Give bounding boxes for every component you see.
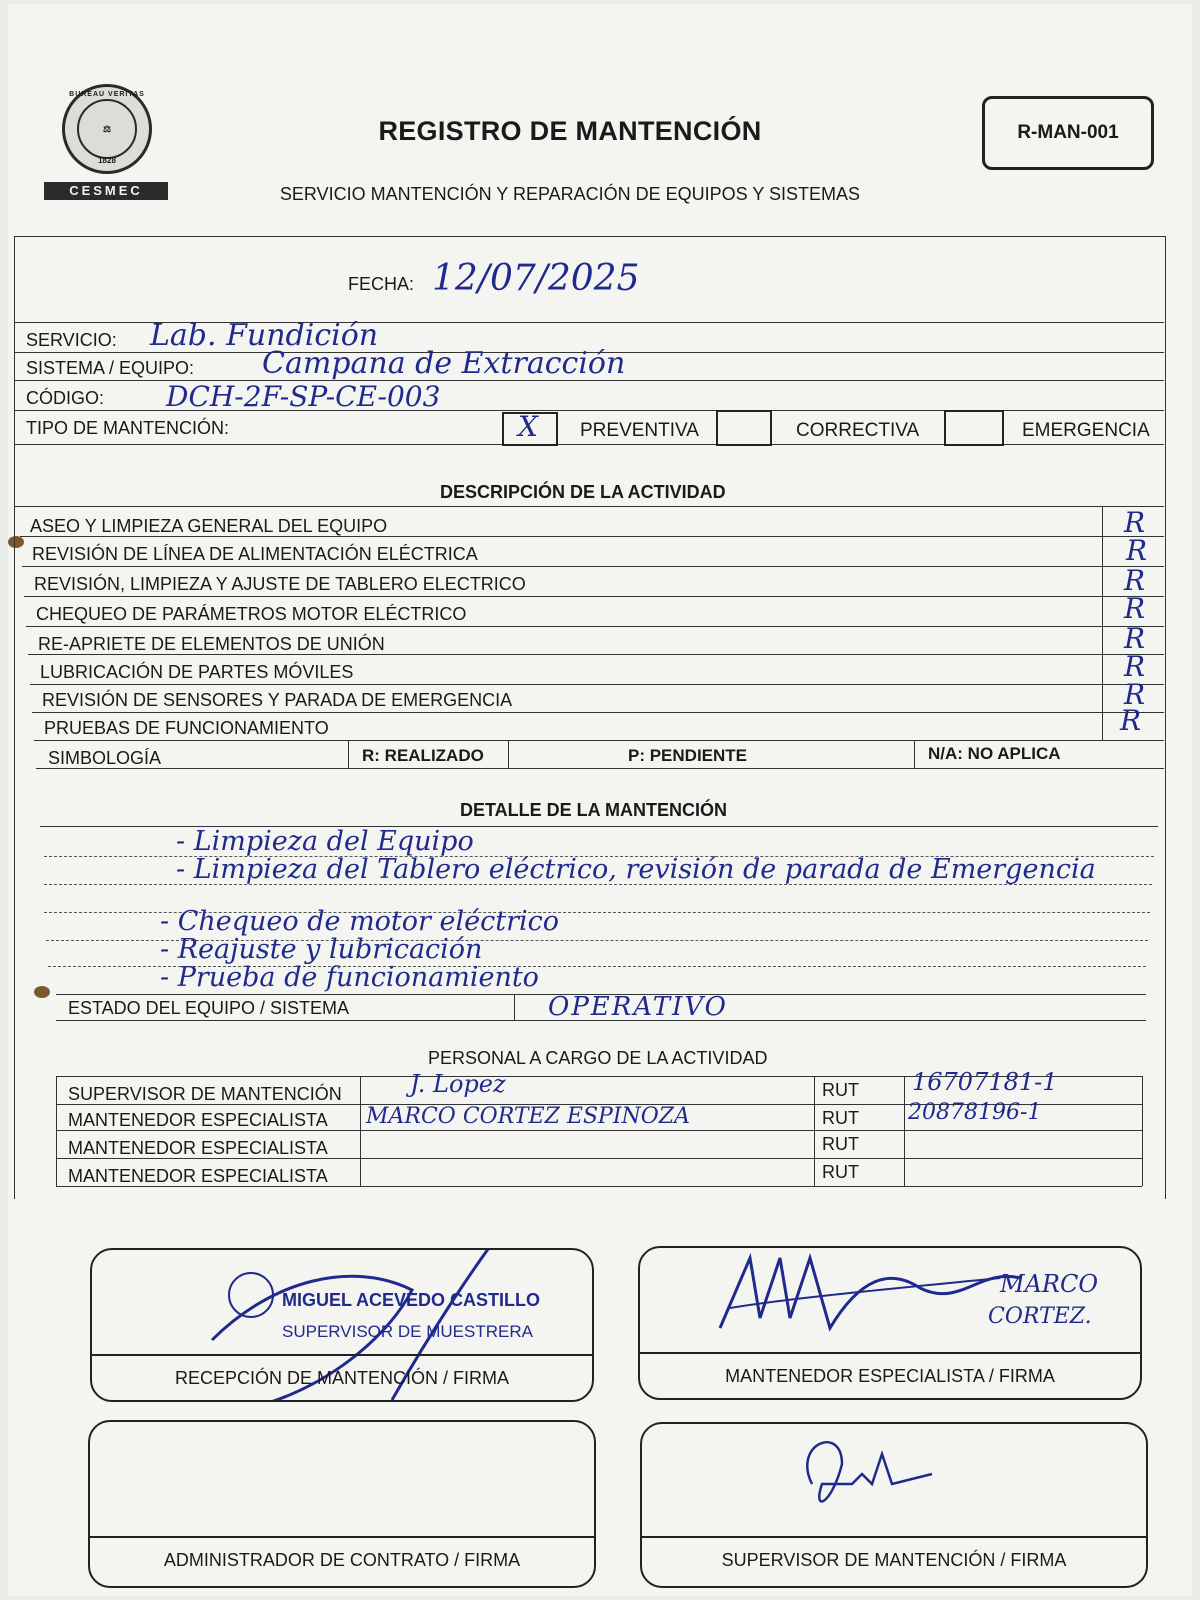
col-divider xyxy=(514,994,515,1020)
tipo-emergencia-label: EMERGENCIA xyxy=(1022,420,1150,441)
actividad-item-status[interactable]: R xyxy=(1120,704,1142,737)
actividad-item-label: ASEO Y LIMPIEZA GENERAL DEL EQUIPO xyxy=(30,516,388,536)
servicio-label: SERVICIO: xyxy=(26,330,117,350)
actividad-item-label: PRUEBAS DE FUNCIONAMIENTO xyxy=(44,718,329,738)
detalle-line[interactable]: - Limpieza del Equipo xyxy=(176,826,474,857)
tipo-correctiva-label: CORRECTIVA xyxy=(796,420,920,441)
supervisor-caption: SUPERVISOR DE MANTENCIÓN / FIRMA xyxy=(721,1550,1067,1570)
actividad-item-label: RE-APRIETE DE ELEMENTOS DE UNIÓN xyxy=(38,634,385,654)
row-divider xyxy=(22,566,1164,567)
rut-label: RUT xyxy=(822,1080,859,1100)
row-divider xyxy=(56,1020,1146,1021)
emergencia-checkbox[interactable] xyxy=(944,410,1004,446)
actividad-item-status[interactable]: R xyxy=(1124,592,1146,625)
logo-year: 1828 xyxy=(98,156,116,165)
col-divider xyxy=(914,740,915,768)
mantenedor-signature xyxy=(640,1248,1140,1352)
fecha-value[interactable]: 12/07/2025 xyxy=(432,258,640,299)
servicio-value[interactable]: Lab. Fundición xyxy=(150,318,379,353)
actividad-item-status[interactable]: R xyxy=(1124,678,1146,711)
mantenedor-sig-text: MARCO xyxy=(1000,1270,1099,1298)
sistema-label: SISTEMA / EQUIPO: xyxy=(26,358,195,378)
detalle-line[interactable]: - Reajuste y lubricación xyxy=(160,934,483,965)
stamp-role: SUPERVISOR DE MUESTRERA xyxy=(282,1322,533,1341)
card-divider xyxy=(642,1536,1146,1538)
row-divider xyxy=(20,536,1164,537)
logo-bar: CESMEC xyxy=(44,182,168,200)
col-divider xyxy=(1142,1076,1143,1186)
preventiva-checkbox[interactable] xyxy=(502,412,558,446)
fecha-label: FECHA: xyxy=(348,274,415,294)
col-divider xyxy=(508,740,509,768)
row-divider xyxy=(30,684,1164,685)
actividad-item-status[interactable]: R xyxy=(1124,564,1146,597)
administrador-signature-box[interactable] xyxy=(88,1420,596,1588)
row-divider xyxy=(26,626,1164,627)
logo-emblem: ⚖ xyxy=(77,99,137,159)
status-column-divider xyxy=(1102,506,1103,740)
actividad-item-label: CHEQUEO DE PARÁMETROS MOTOR ELÉCTRICO xyxy=(36,604,467,624)
recepcion-signature-box[interactable] xyxy=(90,1248,594,1402)
detalle-line[interactable]: - Prueba de funcionamiento xyxy=(160,962,539,993)
row-divider xyxy=(32,712,1164,713)
simbologia-no-aplica: N/A: NO APLICA xyxy=(928,744,1061,763)
detalle-line[interactable]: - Chequeo de motor eléctrico xyxy=(160,906,560,937)
estado-label: ESTADO DEL EQUIPO / SISTEMA xyxy=(68,998,350,1018)
logo-ring-text: BUREAU VERITAS xyxy=(69,91,145,98)
codigo-value[interactable]: DCH-2F-SP-CE-003 xyxy=(166,380,441,413)
stamp-name: MIGUEL ACEVEDO CASTILLO xyxy=(282,1290,541,1310)
sistema-value[interactable]: Campana de Extracción xyxy=(262,346,626,381)
col-divider xyxy=(904,1076,905,1186)
mantenedor-signature-box[interactable] xyxy=(638,1246,1142,1400)
actividad-item-label: REVISIÓN DE LÍNEA DE ALIMENTACIÓN ELÉCTRICA xyxy=(32,544,478,564)
personal-role: SUPERVISOR DE MANTENCIÓN xyxy=(68,1084,342,1104)
col-divider xyxy=(814,1076,815,1186)
tipo-label: TIPO DE MANTENCIÓN: xyxy=(26,418,230,438)
logo-seal xyxy=(62,84,152,174)
actividad-item-label: REVISIÓN, LIMPIEZA Y AJUSTE DE TABLERO ELECTRICO xyxy=(34,574,526,594)
supervisor-signature-box[interactable] xyxy=(640,1422,1148,1588)
mantenedor-caption: MANTENEDOR ESPECIALISTA / FIRMA xyxy=(725,1366,1055,1386)
row-divider xyxy=(24,596,1164,597)
actividad-item-label: LUBRICACIÓN DE PARTES MÓVILES xyxy=(40,662,354,682)
administrador-caption: ADMINISTRADOR DE CONTRATO / FIRMA xyxy=(163,1550,521,1570)
col-divider xyxy=(348,740,349,768)
rut-label: RUT xyxy=(822,1134,859,1154)
form-subtitle: SERVICIO MANTENCIÓN Y REPARACIÓN DE EQUIPOS Y SISTEMAS xyxy=(279,184,861,204)
actividad-item-status[interactable]: R xyxy=(1124,506,1146,539)
correctiva-checkbox[interactable] xyxy=(716,410,772,446)
personal-heading: PERSONAL A CARGO DE LA ACTIVIDAD xyxy=(428,1048,768,1068)
simbologia-realizado: R: REALIZADO xyxy=(362,746,484,765)
company-logo xyxy=(44,84,172,200)
col-divider xyxy=(56,1076,57,1186)
row-divider xyxy=(36,768,1164,769)
row-divider xyxy=(34,740,1164,741)
codigo-label: CÓDIGO: xyxy=(26,388,105,408)
card-divider xyxy=(92,1354,592,1356)
detalle-line[interactable]: - Limpieza del Tablero eléctrico, revisión de parada de Emergencia xyxy=(176,854,1096,885)
form-code: R-MAN-001 xyxy=(982,96,1154,170)
personal-name[interactable]: MARCO CORTEZ ESPINOZA xyxy=(366,1104,690,1129)
supervisor-signature xyxy=(642,1424,1146,1534)
rut-label: RUT xyxy=(822,1162,859,1182)
rut-label: RUT xyxy=(822,1108,859,1128)
simbologia-pendiente: P: PENDIENTE xyxy=(628,746,748,765)
actividad-item-status[interactable]: R xyxy=(1126,534,1148,567)
check-mark: X xyxy=(518,410,538,443)
actividad-item-status[interactable]: R xyxy=(1124,650,1146,683)
row-divider xyxy=(28,654,1164,655)
col-divider xyxy=(360,1076,361,1186)
actividad-item-status[interactable]: R xyxy=(1124,622,1146,655)
personal-role: MANTENEDOR ESPECIALISTA xyxy=(68,1166,328,1186)
mantenedor-sig-text: CORTEZ. xyxy=(988,1304,1092,1329)
simbologia-label: SIMBOLOGÍA xyxy=(48,748,162,768)
estado-value[interactable]: OPERATIVO xyxy=(548,992,728,1022)
actividad-heading: DESCRIPCIÓN DE LA ACTIVIDAD xyxy=(440,482,726,502)
actividad-item-label: REVISIÓN DE SENSORES Y PARADA DE EMERGENCIA xyxy=(42,690,513,710)
personal-rut[interactable]: 16707181-1 xyxy=(912,1068,1058,1096)
tipo-preventiva-label: PREVENTIVA xyxy=(580,420,699,441)
detalle-heading: DETALLE DE LA MANTENCIÓN xyxy=(460,800,727,820)
personal-name[interactable]: J. Lopez xyxy=(410,1070,506,1098)
personal-role: MANTENEDOR ESPECIALISTA xyxy=(68,1110,328,1130)
form-title: REGISTRO DE MANTENCIÓN xyxy=(378,116,762,146)
recepcion-caption: RECEPCIÓN DE MANTENCIÓN / FIRMA xyxy=(174,1368,510,1388)
card-divider xyxy=(90,1536,594,1538)
personal-rut[interactable]: 20878196-1 xyxy=(908,1100,1042,1125)
row-divider xyxy=(14,506,1164,507)
personal-role: MANTENEDOR ESPECIALISTA xyxy=(68,1138,328,1158)
card-divider xyxy=(640,1352,1140,1354)
